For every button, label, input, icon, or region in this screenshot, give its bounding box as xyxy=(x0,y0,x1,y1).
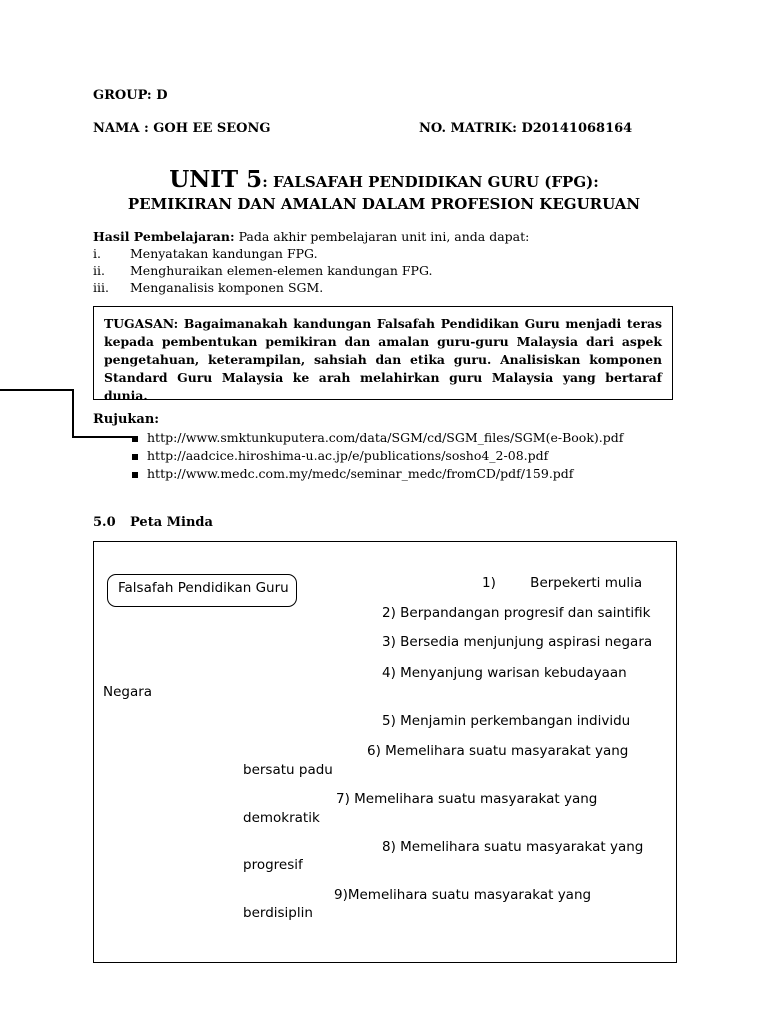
mind-map-item-continuation: demokratik xyxy=(243,810,320,826)
mind-map-item: 6) Memelihara suatu masyarakat yang xyxy=(367,743,629,759)
matric-number: NO. MATRIK: D20141068164 xyxy=(419,121,633,136)
learning-outcomes-heading xyxy=(93,229,529,244)
outcome-num: i. xyxy=(93,246,101,261)
section-number: 5.0 xyxy=(93,515,116,530)
connector-line xyxy=(72,389,74,437)
outcome-num: ii. xyxy=(93,263,105,278)
connector-line xyxy=(0,389,73,391)
central-node-label: Falsafah Pendidikan Guru xyxy=(118,580,289,596)
mind-map-item-continuation: progresif xyxy=(243,857,303,873)
mind-map-item: 4) Menyanjung warisan kebudayaan xyxy=(382,665,627,681)
mind-map-item: 7) Memelihara suatu masyarakat yang xyxy=(336,791,598,807)
mind-map-item: 5) Menjamin perkembangan individu xyxy=(382,713,631,729)
bullet-icon xyxy=(132,472,138,478)
learning-outcomes-intro: Pada akhir pembelajaran unit ini, anda dapat: xyxy=(234,229,530,244)
outcome-text: Menghuraikan elemen-elemen kandungan FPG. xyxy=(130,263,433,278)
mind-map-item: 9)Memelihara suatu masyarakat yang xyxy=(334,887,592,903)
mind-map-item: 8) Memelihara suatu masyarakat yang xyxy=(382,839,644,855)
reference-link[interactable]: http://www.medc.com.my/medc/seminar_medc/fromCD/pdf/159.pdf xyxy=(147,466,574,481)
task-text: TUGASAN: Bagaimanakah kandungan Falsafah Pendidikan Guru menjadi teras kepada pembentukan pemikiran dan amalan guru-guru Malaysia dari aspek pengetahuan, keterampilan, sahsiah dan etika guru. Analisiskan komponen Standard Guru Malaysia ke arah melahirkan guru Malaysia yang bertaraf dunia. xyxy=(104,316,662,403)
unit-subtitle: PEMIKIRAN DAN AMALAN DALAM PROFESION KEGURUAN xyxy=(127,195,641,213)
unit-number: UNIT 5 xyxy=(169,166,263,193)
mind-map-item: 3) Bersedia menjunjung aspirasi negara xyxy=(382,634,653,650)
task-box xyxy=(93,306,673,403)
section-title: Peta Minda xyxy=(130,515,213,530)
unit-title xyxy=(0,166,768,193)
outcome-text: Menyatakan kandungan FPG. xyxy=(130,246,318,261)
unit-title-text: : FALSAFAH PENDIDIKAN GURU (FPG): xyxy=(262,173,599,191)
outcome-num: iii. xyxy=(93,280,109,295)
learning-outcomes-label: Hasil Pembelajaran: xyxy=(93,229,235,244)
group-label: GROUP: D xyxy=(93,88,168,103)
student-name: NAMA : GOH EE SEONG xyxy=(93,121,271,136)
outcome-text: Menganalisis komponen SGM. xyxy=(130,280,324,295)
connector-line xyxy=(72,436,132,438)
reference-link[interactable]: http://aadcice.hiroshima-u.ac.jp/e/publications/sosho4_2-08.pdf xyxy=(147,448,549,463)
reference-link[interactable]: http://www.smktunkuputera.com/data/SGM/cd/SGM_files/SGM(e-Book).pdf xyxy=(147,430,624,445)
bullet-icon xyxy=(132,436,138,442)
mind-map-central-node xyxy=(107,574,297,607)
references-label: Rujukan: xyxy=(93,412,160,427)
mind-map-item-continuation: Negara xyxy=(103,684,153,700)
bullet-icon xyxy=(132,454,138,460)
mind-map-item: 1) Berpekerti mulia xyxy=(482,575,643,591)
mind-map-item: 2) Berpandangan progresif dan saintifik xyxy=(382,605,651,621)
mind-map-item-continuation: bersatu padu xyxy=(243,762,333,778)
mind-map-item-continuation: berdisiplin xyxy=(243,905,313,921)
